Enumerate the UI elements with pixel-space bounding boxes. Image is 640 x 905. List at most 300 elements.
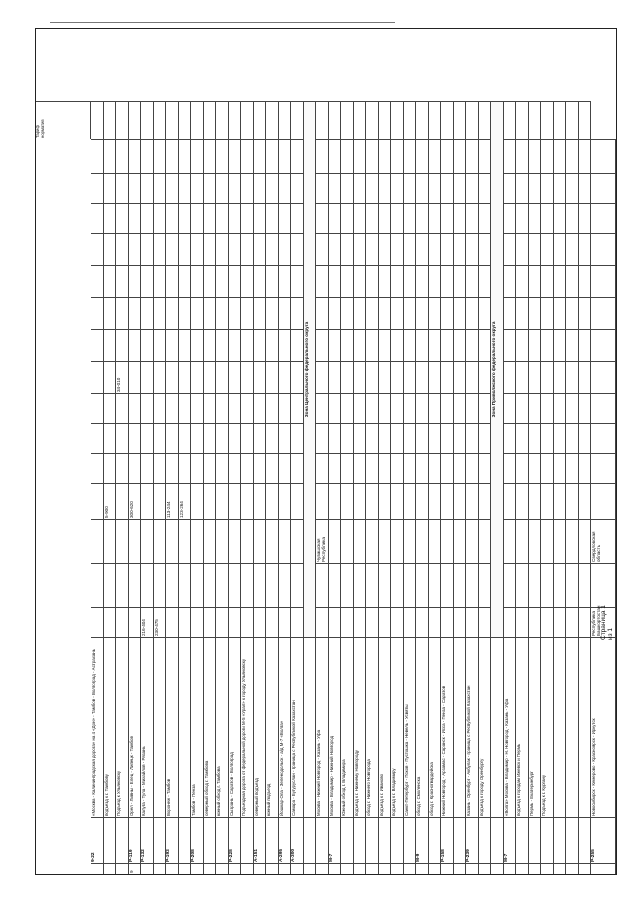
segment-cell	[229, 203, 242, 233]
road-table	[35, 28, 617, 875]
schedule-cell	[141, 101, 154, 139]
schedule-cell	[429, 101, 442, 139]
route-name-cell: «Волга» Москва - Владимир - Н. Новгород - Казань - Уфа	[504, 637, 517, 817]
segment-cell	[329, 329, 342, 361]
segment-cell	[454, 203, 467, 233]
segment-cell	[129, 173, 142, 203]
segment-cell	[141, 393, 154, 423]
road-code-cell: М-7	[329, 817, 342, 863]
segment-cell	[279, 519, 292, 563]
segment-cell	[566, 519, 579, 563]
segment-cell	[591, 423, 616, 453]
route-name-cell: Новосибирск - Кемерово - Красноярск - Иркутск	[591, 637, 616, 817]
segment-cell	[91, 483, 104, 519]
segment-cell	[379, 203, 392, 233]
road-code-cell	[454, 817, 467, 863]
segment-cell	[116, 423, 129, 453]
segment-cell	[266, 423, 279, 453]
route-name-cell: обход г. Нижнего Новгорода	[366, 637, 379, 817]
segment-cell	[241, 393, 254, 423]
segment-cell	[591, 265, 616, 297]
segment-cell	[504, 297, 517, 329]
segment-cell	[229, 139, 242, 173]
segment-cell	[579, 453, 592, 483]
schedule-cell	[91, 101, 104, 139]
segment-cell	[341, 203, 354, 233]
segment-cell	[404, 563, 417, 607]
segment-cell	[91, 297, 104, 329]
segment-cell	[441, 203, 454, 233]
segment-cell	[91, 203, 104, 233]
segment-cell	[516, 453, 529, 483]
row-number-cell	[516, 863, 529, 874]
segment-cell	[216, 519, 229, 563]
segment-cell	[404, 203, 417, 233]
segment-cell	[316, 203, 329, 233]
rotated-table-sheet	[35, 30, 615, 875]
segment-cell	[154, 297, 167, 329]
segment-cell	[316, 607, 329, 637]
segment-cell	[179, 329, 192, 361]
segment-cell	[316, 265, 329, 297]
route-name-cell: подъезд к городам Ижевск и Пермь	[516, 637, 529, 817]
row-number-cell	[304, 863, 317, 874]
route-name-cell: обход г. Красногвардейска	[429, 637, 442, 817]
road-code-cell	[491, 817, 504, 863]
segment-cell	[266, 453, 279, 483]
road-code-cell	[479, 817, 492, 863]
segment-cell: Республика Башкортостан	[591, 607, 616, 637]
segment-cell	[191, 361, 204, 393]
route-name-cell	[566, 637, 579, 817]
segment-cell	[291, 173, 304, 203]
row-number-cell	[329, 863, 342, 874]
schedule-cell	[466, 101, 479, 139]
route-name-cell: Орел - Ливны - Елец - Липецк - Тамбов	[129, 637, 142, 817]
segment-cell	[254, 607, 267, 637]
segment-cell	[466, 173, 479, 203]
segment-cell	[129, 423, 142, 453]
segment-cell: 5-900	[104, 483, 117, 519]
segment-cell	[466, 483, 479, 519]
road-code-cell	[429, 817, 442, 863]
segment-cell	[266, 361, 279, 393]
segment-cell	[316, 423, 329, 453]
segment-cell	[529, 483, 542, 519]
segment-cell	[241, 361, 254, 393]
segment-cell	[479, 483, 492, 519]
segment-cell	[329, 483, 342, 519]
segment-cell	[241, 329, 254, 361]
segment-cell	[366, 139, 379, 173]
segment-cell	[379, 453, 392, 483]
segment-cell	[391, 173, 404, 203]
road-code-cell	[241, 817, 254, 863]
segment-cell	[291, 203, 304, 233]
segment-cell	[454, 563, 467, 607]
route-name-cell: северный обход г. Тамбова	[204, 637, 217, 817]
schedule-cell	[216, 101, 229, 139]
segment-cell	[254, 139, 267, 173]
road-code-cell	[216, 817, 229, 863]
segment-cell	[391, 563, 404, 607]
segment-cell	[404, 483, 417, 519]
segment-cell	[416, 519, 429, 563]
route-name-cell: Нижний Новгород - Арзамас - Саранск - Исса - Пенза - Саратов	[441, 637, 454, 817]
segment-cell	[141, 233, 154, 265]
segment-cell	[591, 393, 616, 423]
route-name-cell: Тамбов - Пенза	[191, 637, 204, 817]
segment-cell	[379, 265, 392, 297]
segment-cell	[91, 519, 104, 563]
segment-cell	[429, 423, 442, 453]
segment-cell	[216, 297, 229, 329]
segment-cell	[429, 265, 442, 297]
segment-cell	[354, 139, 367, 173]
segment-cell	[341, 563, 354, 607]
segment-cell	[166, 393, 179, 423]
segment-cell	[141, 139, 154, 173]
segment-cell	[591, 139, 616, 173]
segment-cell	[191, 607, 204, 637]
segment-cell	[116, 139, 129, 173]
segment-cell	[566, 233, 579, 265]
segment-cell	[291, 483, 304, 519]
segment-cell	[91, 393, 104, 423]
segment-cell	[116, 203, 129, 233]
segment-cell	[466, 203, 479, 233]
segment-cell	[341, 233, 354, 265]
segment-cell	[379, 173, 392, 203]
segment-cell	[166, 233, 179, 265]
route-name-cell	[554, 637, 567, 817]
schedule-cell	[291, 101, 304, 139]
segment-cell	[216, 453, 229, 483]
segment-cell	[204, 563, 217, 607]
segment-cell	[279, 265, 292, 297]
segment-cell	[104, 423, 117, 453]
segment-cell	[479, 563, 492, 607]
segment-cell	[154, 203, 167, 233]
segment-cell	[91, 233, 104, 265]
segment-cell	[466, 453, 479, 483]
segment-cell	[566, 173, 579, 203]
segment-cell	[191, 519, 204, 563]
schedule-cell	[316, 101, 329, 139]
segment-cell	[554, 297, 567, 329]
road-code-cell	[354, 817, 367, 863]
segment-cell	[154, 139, 167, 173]
segment-cell	[366, 203, 379, 233]
section-title-cell: Зона Центрального федерального округа	[304, 101, 317, 637]
segment-cell	[91, 361, 104, 393]
segment-cell	[541, 563, 554, 607]
segment-cell	[454, 453, 467, 483]
road-code-cell	[154, 817, 167, 863]
segment-cell	[116, 453, 129, 483]
segment-cell	[279, 393, 292, 423]
segment-cell	[129, 233, 142, 265]
segment-cell	[566, 361, 579, 393]
schedule-cell	[554, 101, 567, 139]
segment-cell	[591, 361, 616, 393]
segment-cell	[516, 329, 529, 361]
segment-cell	[216, 329, 229, 361]
segment-cell	[266, 139, 279, 173]
segment-cell	[554, 393, 567, 423]
segment-cell	[141, 483, 154, 519]
segment-cell	[166, 329, 179, 361]
segment-cell	[254, 393, 267, 423]
segment-cell	[404, 607, 417, 637]
segment-cell	[429, 563, 442, 607]
segment-cell	[454, 423, 467, 453]
segment-cell	[454, 329, 467, 361]
segment-cell	[279, 563, 292, 607]
segment-cell	[354, 483, 367, 519]
segment-cell	[191, 173, 204, 203]
segment-cell	[166, 453, 179, 483]
segment-cell	[516, 173, 529, 203]
segment-cell	[141, 297, 154, 329]
segment-cell	[241, 563, 254, 607]
segment-cell	[354, 265, 367, 297]
segment-cell	[204, 393, 217, 423]
segment-cell	[229, 393, 242, 423]
segment-cell	[466, 329, 479, 361]
segment-cell	[279, 139, 292, 173]
road-code-cell	[579, 817, 592, 863]
schedule-cell	[179, 101, 192, 139]
segment-cell	[579, 233, 592, 265]
segment-cell	[466, 265, 479, 297]
road-code-cell	[566, 817, 579, 863]
segment-cell	[316, 139, 329, 173]
segment-cell	[404, 233, 417, 265]
segment-cell	[216, 393, 229, 423]
schedule-cell	[191, 101, 204, 139]
segment-cell: 123-264	[179, 483, 192, 519]
segment-cell	[516, 423, 529, 453]
segment-cell: Чувашская Республика	[316, 519, 329, 563]
segment-cell	[454, 393, 467, 423]
segment-cell	[329, 233, 342, 265]
road-code-cell	[116, 817, 129, 863]
segment-cell	[216, 173, 229, 203]
segment-cell	[154, 563, 167, 607]
segment-cell	[466, 607, 479, 637]
road-code-cell: Р-228	[229, 817, 242, 863]
segment-cell	[116, 173, 129, 203]
segment-cell	[129, 139, 142, 173]
segment-cell	[516, 361, 529, 393]
segment-cell	[566, 563, 579, 607]
segment-cell	[416, 563, 429, 607]
schedule-cell	[379, 101, 392, 139]
segment-cell	[441, 233, 454, 265]
segment-cell	[316, 563, 329, 607]
segment-cell	[516, 607, 529, 637]
schedule-cell	[454, 101, 467, 139]
segment-cell	[266, 173, 279, 203]
segment-cell	[466, 139, 479, 173]
segment-cell	[366, 233, 379, 265]
segment-cell	[291, 393, 304, 423]
route-name-cell	[491, 637, 504, 817]
segment-cell	[229, 423, 242, 453]
segment-cell	[129, 563, 142, 607]
route-name-cell: подъезд к г. Нижнему Новгороду	[354, 637, 367, 817]
schedule-cell	[566, 101, 579, 139]
schedule-cell	[479, 101, 492, 139]
segment-cell	[541, 483, 554, 519]
segment-cell	[104, 173, 117, 203]
row-number-cell	[454, 863, 467, 874]
segment-cell	[366, 563, 379, 607]
route-name-cell	[454, 637, 467, 817]
segment-cell	[254, 297, 267, 329]
segment-cell	[154, 329, 167, 361]
segment-cell	[391, 233, 404, 265]
segment-cell	[354, 393, 367, 423]
segment-cell	[479, 393, 492, 423]
segment-cell	[341, 423, 354, 453]
segment-cell	[441, 329, 454, 361]
segment-cell	[229, 233, 242, 265]
row-number-cell	[491, 863, 504, 874]
row-number-cell	[291, 863, 304, 874]
segment-cell	[254, 203, 267, 233]
segment-cell	[291, 297, 304, 329]
segment-cell	[329, 139, 342, 173]
segment-cell	[329, 453, 342, 483]
segment-cell	[329, 563, 342, 607]
road-code-cell	[391, 817, 404, 863]
schedule-cell	[154, 101, 167, 139]
segment-cell	[154, 423, 167, 453]
segment-cell	[504, 361, 517, 393]
route-name-cell: Йошкар-Ола - Зеленодольск - а/д М-7 «Волга»	[279, 637, 292, 817]
segment-cell	[91, 563, 104, 607]
schedule-cell	[166, 101, 179, 139]
segment-cell	[354, 297, 367, 329]
segment-cell	[466, 297, 479, 329]
route-name-cell: Подъездная дорога от федеральной дороги М-5 «Урал» к городу Ульяновску	[241, 637, 254, 817]
segment-cell	[104, 139, 117, 173]
segment-cell	[154, 361, 167, 393]
segment-cell	[504, 203, 517, 233]
segment-cell	[279, 203, 292, 233]
segment-cell	[241, 139, 254, 173]
segment-cell	[416, 607, 429, 637]
segment-cell	[404, 393, 417, 423]
row-number-cell	[554, 863, 567, 874]
segment-cell	[391, 329, 404, 361]
segment-cell	[541, 607, 554, 637]
segment-cell	[229, 297, 242, 329]
segment-cell	[554, 233, 567, 265]
segment-cell	[466, 393, 479, 423]
segment-cell	[504, 519, 517, 563]
segment-cell	[291, 607, 304, 637]
segment-cell	[204, 423, 217, 453]
segment-cell: 34-010	[116, 361, 129, 393]
road-code-cell	[541, 817, 554, 863]
segment-cell	[191, 423, 204, 453]
segment-cell	[179, 393, 192, 423]
segment-cell	[341, 329, 354, 361]
segment-cell	[216, 265, 229, 297]
segment-cell	[529, 393, 542, 423]
route-name-cell: обход г. Смоленска	[416, 637, 429, 817]
segment-cell	[516, 393, 529, 423]
segment-cell	[179, 519, 192, 563]
segment-cell	[316, 393, 329, 423]
segment-cell	[229, 483, 242, 519]
row-number-cell	[566, 863, 579, 874]
schedule-cell	[391, 101, 404, 139]
road-code-cell: Р-239	[466, 817, 479, 863]
route-name-cell: подъезд к городу Оренбургу	[479, 637, 492, 817]
segment-cell	[191, 139, 204, 173]
segment-cell	[366, 483, 379, 519]
segment-cell	[554, 139, 567, 173]
segment-cell	[579, 393, 592, 423]
segment-cell	[229, 563, 242, 607]
segment-cell	[416, 139, 429, 173]
segment-cell	[379, 519, 392, 563]
segment-cell	[166, 139, 179, 173]
segment-cell	[579, 423, 592, 453]
segment-cell	[379, 393, 392, 423]
segment-cell	[391, 265, 404, 297]
segment-cell	[91, 173, 104, 203]
segment-cell	[166, 173, 179, 203]
row-number-cell	[441, 863, 454, 874]
segment-cell	[504, 329, 517, 361]
segment-cell	[291, 265, 304, 297]
segment-cell	[504, 173, 517, 203]
segment-cell	[241, 233, 254, 265]
page-number: Страница 1 из 1	[600, 605, 614, 640]
section-title-cell: Зона Приволжского федерального округа	[491, 101, 504, 637]
segment-cell	[504, 483, 517, 519]
row-number-cell	[191, 863, 204, 874]
segment-cell	[441, 265, 454, 297]
segment-cell	[241, 265, 254, 297]
segment-cell	[504, 453, 517, 483]
segment-cell	[329, 265, 342, 297]
row-number-cell: 9	[129, 863, 142, 874]
row-number-cell	[366, 863, 379, 874]
segment-cell	[104, 393, 117, 423]
segment-cell	[166, 563, 179, 607]
segment-cell	[429, 361, 442, 393]
segment-cell	[116, 519, 129, 563]
segment-cell	[104, 233, 117, 265]
route-name-cell	[304, 637, 317, 817]
segment-cell	[554, 265, 567, 297]
segment-cell	[579, 563, 592, 607]
segment-cell	[104, 519, 117, 563]
segment-cell	[591, 173, 616, 203]
road-code-cell	[554, 817, 567, 863]
segment-cell	[216, 139, 229, 173]
segment-cell	[391, 297, 404, 329]
segment-cell	[404, 297, 417, 329]
segment-cell	[554, 329, 567, 361]
segment-cell	[529, 563, 542, 607]
